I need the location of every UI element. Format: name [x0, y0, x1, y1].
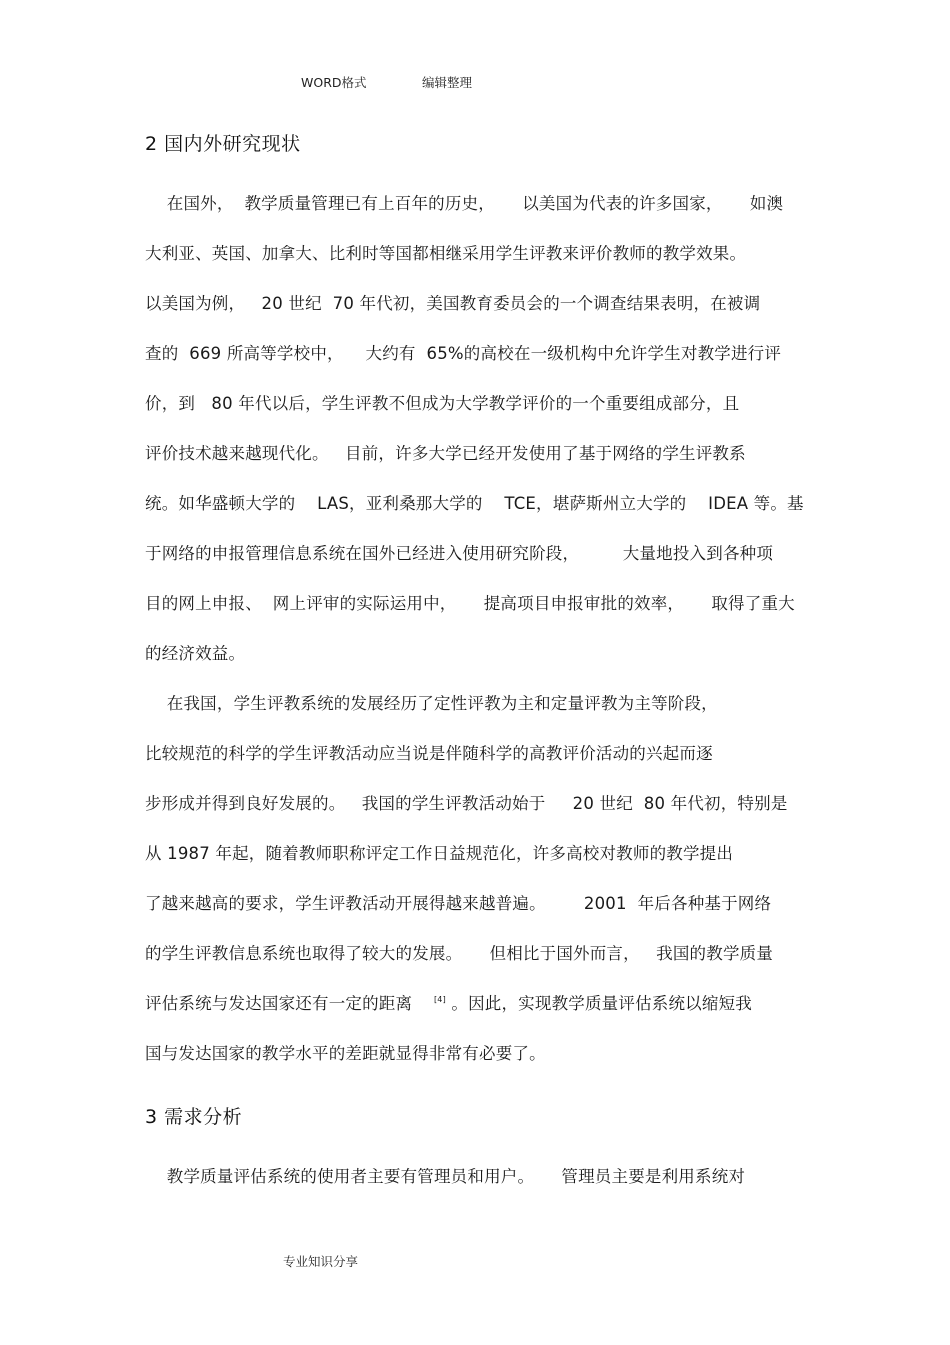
- text-line: 了越来越高的要求，学生评教活动开展得越来越普遍。 2001 年后各种基于网络: [145, 894, 772, 913]
- text-line: 比较规范的科学的学生评教活动应当说是伴随科学的高教评价活动的兴起而逐: [145, 744, 713, 763]
- text-segment: 。因此，实现教学质量评估系统以缩短我: [445, 994, 752, 1013]
- text-line: 在国外， 教学质量管理已有上百年的历史， 以美国为代表的许多国家， 如澳: [145, 194, 784, 213]
- text-line: 教学质量评估系统的使用者主要有管理员和用户。 管理员主要是利用系统对: [145, 1167, 746, 1186]
- text-line: 目的网上申报、 网上评审的实际运用中， 提高项目申报审批的效率， 取得了重大: [145, 594, 795, 613]
- text-line: 国与发达国家的教学水平的差距就显得非常有必要了。: [145, 1044, 546, 1063]
- text-line: 以美国为例， 20 世纪 70 年代初，美国教育委员会的一个调查结果表明，在被调: [145, 294, 761, 313]
- text-line: 的经济效益。: [145, 644, 246, 663]
- text-line: 步形成并得到良好发展的。 我国的学生评教活动始于 20 世纪 80 年代初，特别是: [145, 794, 788, 813]
- text-line-with-citation: [145, 993, 752, 1018]
- text-line: 评价技术越来越现代化。 目前，许多大学已经开发使用了基于网络的学生评教系: [145, 444, 746, 463]
- text-line: 价，到 80 年代以后，学生评教不但成为大学教学评价的一个重要组成部分，且: [145, 394, 740, 413]
- text-line: 于网络的申报管理信息系统在国外已经进入使用研究阶段， 大量地投入到各种项: [145, 544, 774, 563]
- text-line: 在我国，学生评教系统的发展经历了定性评教为主和定量评教为主等阶段，: [145, 694, 718, 713]
- text-segment: 评估系统与发达国家还有一定的距离: [145, 994, 434, 1013]
- section-heading: 3 需求分析: [145, 1106, 243, 1128]
- header-left-label: WORD格式: [301, 75, 367, 90]
- section-heading: 2 国内外研究现状: [145, 133, 301, 155]
- header-right-label: 编辑整理: [422, 75, 473, 90]
- text-line: 大利亚、英国、加拿大、比利时等国都相继采用学生评教来评价教师的教学效果。: [145, 244, 747, 263]
- text-line: 的学生评教信息系统也取得了较大的发展。 但相比于国外而言， 我国的教学质量: [145, 944, 774, 963]
- text-line: 统。如华盛顿大学的 LAS，亚利桑那大学的 TCE，堪萨斯州立大学的 IDEA 等。基: [145, 494, 804, 513]
- text-line: 查的 669 所高等学校中， 大约有 65%的高校在一级机构中允许学生对教学进行评: [145, 344, 782, 363]
- footer-label: 专业知识分享: [283, 1254, 359, 1269]
- text-line: 从 1987 年起，随着教师职称评定工作日益规范化，许多高校对教师的教学提出: [145, 844, 734, 863]
- citation-marker[interactable]: [4]: [433, 995, 446, 1004]
